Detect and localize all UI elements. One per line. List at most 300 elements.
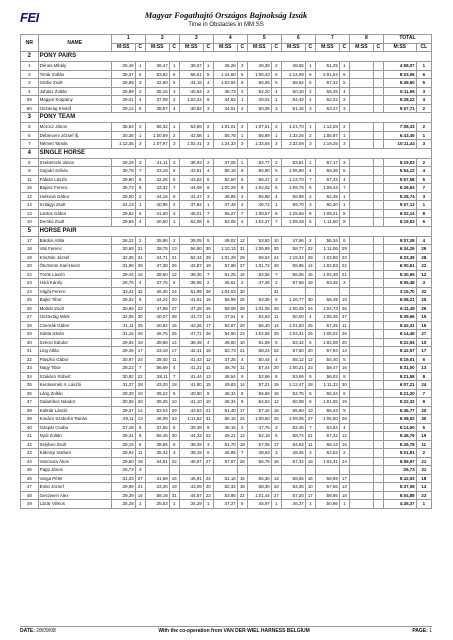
table-cell: 1:02,24 [179,96,203,105]
table-cell: 8 [21,158,39,167]
table-cell: :56,06 [281,270,305,279]
table-cell: :57,32 [281,457,305,466]
table-cell: 3 [237,192,247,201]
table-cell: :54,43 [281,96,305,105]
table-cell: 28 [203,287,213,296]
table-cell: 7 [271,270,281,279]
table-cell: 24 [416,381,431,390]
table-cell: :46,72 [247,201,271,210]
col-obstacle-6: 6 [281,35,315,44]
table-cell [373,184,383,193]
table-cell: 44 [21,457,39,466]
table-cell [349,500,373,509]
table-cell [373,381,383,390]
table-cell [203,466,213,475]
table-cell: 4 [135,96,145,105]
table-cell [373,192,383,201]
table-cell: 21 [169,253,179,262]
table-cell: Bajkó Tibor [38,296,111,305]
table-cell: 19 [339,398,349,407]
col-name: NAME [38,35,111,52]
table-cell [349,321,373,330]
table-cell: 25 [135,321,145,330]
table-cell: 9 [271,296,281,305]
table-cell [349,406,373,415]
table-cell: 5 [339,167,349,176]
table-cell: 6 [305,184,315,193]
table-cell: :58,30 [247,483,271,492]
table-cell: 4 [305,96,315,105]
table-cell: Fábián László [38,175,111,184]
table-row [21,338,432,347]
table-cell: 29 [271,330,281,339]
table-cell [349,313,373,322]
table-cell: :57,87 [213,457,237,466]
table-cell: Sánta István [38,330,111,339]
table-cell: :50,06 [247,104,271,113]
table-cell: 1 [305,500,315,509]
table-cell: :56,32 [145,123,169,132]
table-cell: 18 [305,457,315,466]
table-cell: 19 [305,279,315,288]
table-cell: :59,08 [213,304,237,313]
table-cell: 20 [271,364,281,373]
table-cell: Török László [38,270,111,279]
table-cell: :55,12 [281,355,305,364]
table-cell: 16 [339,364,349,373]
table-cell: :55,06 [247,79,271,88]
table-row [21,330,432,339]
table-cell: 1:13,70 [281,175,305,184]
table-cell: :26,73 [383,466,416,475]
table-cell: :42,87 [179,262,203,271]
table-cell: :47,71 [179,330,203,339]
table-cell: :35,82 [111,123,135,132]
table-cell [349,96,373,105]
table-cell: :57,44 [247,364,271,373]
table-row [21,87,432,96]
col-classement: C [169,43,179,52]
table-cell: :42,58 [179,131,203,140]
table-cell: :28,22 [111,364,135,373]
table-cell: 47 [21,483,39,492]
table-cell: 3 [416,87,431,96]
col-time: M:SS [349,43,373,52]
table-cell: :52,96 [247,372,271,381]
table-cell: 20 [305,347,315,356]
table-cell: 20 [416,406,431,415]
col-classement: C [373,43,383,52]
table-cell: 2 [169,96,179,105]
table-cell: :39,19 [179,449,203,458]
col-time: M:SS [213,43,237,52]
table-cell: 30 [203,245,213,254]
table-cell: :37,56 [145,423,169,432]
table-cell: 15 [271,389,281,398]
table-cell: 13 [339,483,349,492]
table-cell: 1:24,33 [213,140,237,149]
table-cell: 29 [416,245,431,254]
table-cell: :57,25 [315,321,339,330]
table-cell: 11 [271,313,281,322]
table-cell: 12 [237,236,247,245]
table-row [21,483,432,492]
table-cell [349,338,373,347]
table-cell: 10 [21,218,39,227]
table-cell: :39,40 [145,355,169,364]
table-cell [339,287,349,296]
table-cell: :58,18 [145,491,169,500]
table-cell: 1 [271,131,281,140]
table-cell: :29,50 [111,457,135,466]
table-cell: :38,57 [145,104,169,113]
table-cell: :51,69 [247,338,271,347]
table-cell: 20 [339,338,349,347]
table-cell: :30,82 [111,372,135,381]
table-cell: :28,89 [111,79,135,88]
table-cell: :40,07 [145,313,169,322]
table-cell: :54,35 [281,483,305,492]
table-cell: 29 [169,406,179,415]
table-cell: :43,30 [145,483,169,492]
table-cell: :28,00 [111,192,135,201]
table-cell: 7 [271,218,281,227]
table-cell: 1:09,06 [281,415,305,424]
table-cell: 2 [305,87,315,96]
table-cell: 3 [271,449,281,458]
table-cell: 2 [305,131,315,140]
table-cell: 2 [135,192,145,201]
group-number: 2 [21,52,39,62]
table-cell: Krisztán József [38,253,111,262]
table-cell: 1 [339,500,349,509]
table-cell: :55,25 [315,87,339,96]
table-cell: :56,02 [315,372,339,381]
table-cell: 60 [21,104,39,113]
table-cell: :52,42 [281,338,305,347]
col-total-classement: CL [416,43,431,52]
table-cell: :26,89 [111,87,135,96]
col-obstacle-5: 5 [247,35,281,44]
table-cell: 23 [203,491,213,500]
table-cell: 22 [135,372,145,381]
table-cell [373,372,383,381]
table-cell: 17 [416,347,431,356]
table-cell: :56,69 [145,364,169,373]
table-cell: 27 [416,330,431,339]
table-row [21,423,432,432]
table-cell: 2 [169,236,179,245]
table-cell: 2 [203,158,213,167]
table-cell: :57,32 [315,432,339,441]
table-cell: 12 [169,270,179,279]
table-cell: 3 [203,104,213,113]
table-cell: 28 [305,381,315,390]
table-cell: 8 [305,209,315,218]
table-cell [373,355,383,364]
table-cell: :47,36 [247,279,271,288]
table-cell: 5 [271,338,281,347]
table-cell: :45,85 [213,449,237,458]
table-cell: 1:01,72 [247,262,271,271]
table-cell: 31 [271,287,281,296]
group-header [21,52,432,62]
table-cell: 1:09,44 [315,184,339,193]
table-cell: :43,20 [145,381,169,390]
table-cell: :39,39 [179,423,203,432]
table-cell: 5:07,13 [383,201,416,210]
table-cell: :46,28 [213,62,237,71]
table-cell: 12 [271,398,281,407]
table-cell: :52,20 [247,87,271,96]
table-cell: :53,83 [247,236,271,245]
table-cell: Osztertág Márk [38,313,111,322]
table-cell: Gajnári Szilvia [38,167,111,176]
table-cell: :57,58 [281,279,305,288]
table-cell: :40,92 [145,321,169,330]
table-cell [349,279,373,288]
table-cell: :50,44 [247,355,271,364]
table-cell: 8 [203,218,213,227]
table-cell: 25 [203,304,213,313]
table-cell: :25,28 [111,500,135,509]
table-cell: 11 [169,355,179,364]
table-cell: :39,26 [145,398,169,407]
table-cell: 2 [271,123,281,132]
table-cell: 5:19,01 [383,355,416,364]
table-cell [349,123,373,132]
table-cell: 46 [21,474,39,483]
table-cell: :53,69 [179,123,203,132]
table-cell: 5 [416,79,431,88]
table-cell: 7 [339,184,349,193]
table-cell: Hódi Károly [38,279,111,288]
table-cell [373,96,383,105]
table-cell [349,466,373,475]
table-cell: 3 [169,449,179,458]
table-cell: 13 [416,364,431,373]
table-cell: 5:26,78 [383,440,416,449]
table-cell: 1:04,37 [247,218,271,227]
table-cell [349,79,373,88]
table-cell: 10 [305,483,315,492]
table-cell: 6 [339,209,349,218]
table-cell: 3 [416,192,431,201]
col-classement: C [203,43,213,52]
table-cell: :53,45 [315,279,339,288]
table-cell: 26 [305,330,315,339]
table-cell: :53,82 [145,70,169,79]
table-cell: :56,79 [247,457,271,466]
table-cell: :36,47 [145,62,169,71]
table-cell: 15 [305,270,315,279]
table-cell: :56,15 [213,415,237,424]
table-cell: 2 [237,104,247,113]
table-cell: 5 [203,236,213,245]
table-cell: 22 [339,262,349,271]
table-cell: 1 [169,218,179,227]
table-cell [349,347,373,356]
table-cell [373,389,383,398]
table-cell: :29,11 [111,415,135,424]
table-cell: :41,73 [179,313,203,322]
table-cell: :41,10 [179,398,203,407]
table-cell: 24 [305,304,315,313]
table-cell: 4 [271,355,281,364]
table-cell: :37,84 [179,201,203,210]
table-cell [373,131,383,140]
table-cell: 1:14,99 [281,70,305,79]
table-cell: 39 [21,415,39,424]
table-cell: :48,34 [213,398,237,407]
table-cell: 1:26,77 [281,296,305,305]
table-cell: 8 [169,440,179,449]
table-cell [315,287,339,296]
table-cell: 29 [203,253,213,262]
table-cell: 4 [339,175,349,184]
table-cell: 6:04,88 [383,491,416,500]
table-cell: 1 [203,201,213,210]
table-cell: 5:57,58 [383,175,416,184]
table-cell: :59,85 [315,491,339,500]
table-cell [373,279,383,288]
table-cell: 49 [21,500,39,509]
table-cell: :56,88 [247,192,271,201]
table-cell: :49,39 [247,62,271,71]
table-cell: 2 [203,87,213,96]
table-cell: 1 [271,500,281,509]
table-cell [349,253,373,262]
table-cell: :39,22 [145,389,169,398]
table-cell: Nagy Tibor [38,364,111,373]
table-row [21,270,432,279]
table-cell: 10 [271,236,281,245]
table-cell: 13 [271,474,281,483]
table-cell: 5 [339,79,349,88]
table-cell: :49,01 [247,96,271,105]
table-row [21,175,432,184]
table-cell: 3 [237,140,247,149]
table-cell: :55,89 [247,131,271,140]
table-cell: :31,33 [111,474,135,483]
table-cell: Magyar Koppány [38,96,111,105]
table-cell: 20 [135,398,145,407]
table-cell: 1:21,70 [281,123,305,132]
table-cell: :57,88 [213,262,237,271]
table-cell: 4 [169,104,179,113]
table-cell: 8 [271,372,281,381]
table-cell: 36 [21,389,39,398]
table-cell: :57,43 [315,175,339,184]
table-cell: :29,01 [111,96,135,105]
table-cell: 30 [237,287,247,296]
table-cell [373,347,383,356]
table-cell: :56,65 [281,474,305,483]
table-cell: 3 [237,62,247,71]
table-cell: 30 [271,245,281,254]
table-cell: 12 [21,192,39,201]
table-cell: :56,27 [213,209,237,218]
table-cell: :48,54 [213,372,237,381]
table-cell: :52,75 [281,389,305,398]
table-cell: 8 [237,398,247,407]
table-cell: 9 [339,406,349,415]
table-cell: 6:14,46 [383,330,416,339]
table-cell: 1:11,06 [315,245,339,254]
table-cell: 5:11,96 [383,87,416,96]
table-cell: :51,40 [213,406,237,415]
table-cell: Oszterág Kristóf [38,104,111,113]
table-cell: :51,89 [179,287,203,296]
table-cell: :53,04 [145,406,169,415]
table-cell: 1 [135,131,145,140]
group-header [21,148,432,158]
table-cell: :52,05 [213,218,237,227]
table-cell: 7 [203,270,213,279]
table-cell: 45 [21,466,39,475]
table-cell [349,389,373,398]
table-row [21,79,432,88]
table-cell: 1:12,35 [111,140,135,149]
table-cell [169,466,179,475]
table-cell: :56,40 [247,321,271,330]
table-cell [373,236,383,245]
table-cell: 4 [135,279,145,288]
table-cell [349,381,373,390]
table-cell: 16 [237,270,247,279]
table-cell: 6 [416,218,431,227]
group-number: 3 [21,113,39,123]
table-cell: 1:02,08 [315,338,339,347]
table-cell: 2 [237,279,247,288]
table-cell: 5 [237,70,247,79]
table-cell: 5:59,67 [383,457,416,466]
table-cell: 2 [135,236,145,245]
table-cell: 8 [237,313,247,322]
table-cell: 2 [416,449,431,458]
table-cell [349,167,373,176]
table-cell: 27 [203,457,213,466]
table-cell: 9 [237,372,247,381]
table-cell: 20 [237,321,247,330]
table-row [21,474,432,483]
results-table [20,34,432,509]
table-cell: :58,47 [315,364,339,373]
table-cell: Csernák Gábor [38,321,111,330]
table-cell: 26 [21,304,39,313]
table-cell: 3 [339,158,349,167]
col-classement: C [271,43,281,52]
table-cell [349,245,373,254]
table-cell: 1:05,45 [315,313,339,322]
table-cell: 4 [203,167,213,176]
table-cell: :39,05 [179,236,203,245]
table-cell: 1 [271,201,281,210]
table-cell: 1 [339,62,349,71]
table-cell: :48,85 [213,192,237,201]
table-cell: 2 [305,236,315,245]
table-cell: Lantos Gábor [38,209,111,218]
table-cell: 3 [305,449,315,458]
table-cell: :29,96 [111,483,135,492]
table-cell: 6:26,64 [383,184,416,193]
table-cell [373,330,383,339]
table-cell [373,321,383,330]
table-cell [349,474,373,483]
table-cell: 31 [237,245,247,254]
table-cell: 5 [271,167,281,176]
table-cell: 21 [203,406,213,415]
